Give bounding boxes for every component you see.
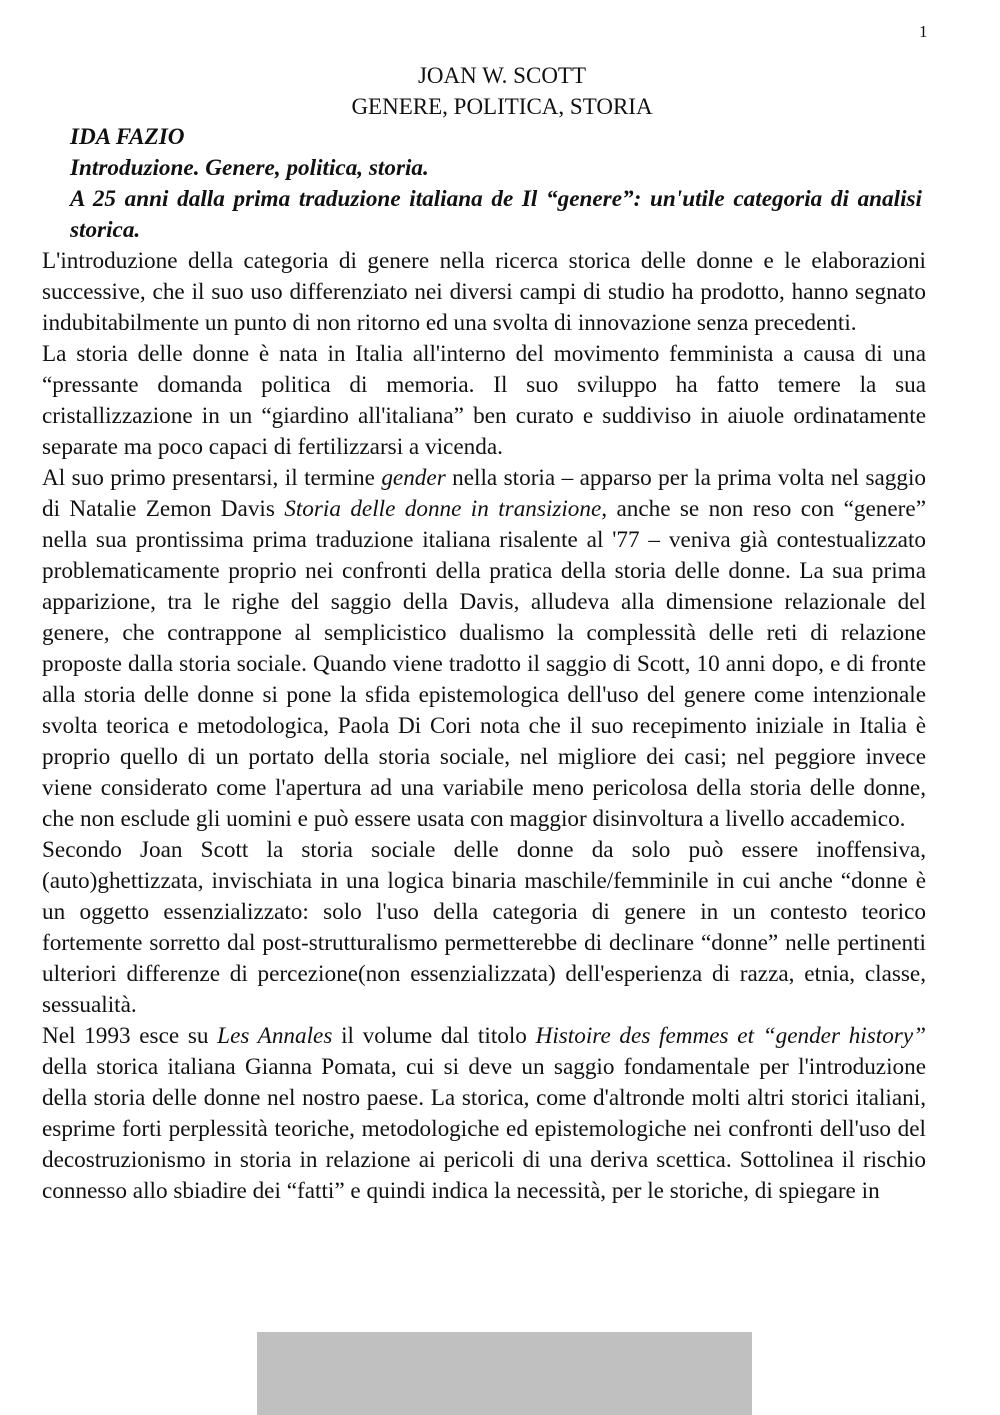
text-span: nella storia – apparso per la prima volta nel saggio di Natalie Zemon Davis	[42, 465, 926, 522]
text-span: il volume dal titolo	[332, 1023, 536, 1049]
paragraph-1: L'introduzione della categoria di genere nella ricerca storica delle donne e le elaborazioni successive, che il suo uso differenziato nei diversi campi di studio ha prodotto, hanno segnato indubitabilmente un punto di non ritorno ed una svolta di innovazione senza precedenti.	[42, 248, 926, 336]
italic-title: Histoire des femmes et “gender history”	[535, 1023, 927, 1049]
gray-overlay-box	[257, 1332, 752, 1415]
paragraph-5	[42, 1021, 926, 1207]
author-heading: JOAN W. SCOTT	[417, 63, 587, 88]
body-text	[42, 246, 926, 1207]
text-span: Al suo primo presentarsi, il termine	[42, 465, 382, 491]
italic-title: Storia delle donne in transizione,	[284, 496, 608, 522]
chapter-subtitle: A 25 anni dalla prima traduzione italiana de Il “genere”: un'utile categoria di analisi storica.	[70, 186, 922, 243]
paragraph-4: Secondo Joan Scott la storia sociale delle donne da solo può essere inoffensiva, (auto)ghettizzata, invischiata in una logica binaria maschile/femminile in cui anche “donne è un oggetto essenzializzato: solo l'uso della categoria di genere in un contesto teorico fortemente sorretto dal post-strutturalismo permetterebbe di declinare “donne” nelle pertinenti ulteriori differenze di percezione(non essenzializzata) dell'esperienza di razza, etnia, classe, sessualità.	[42, 837, 926, 1018]
text-span: della storica italiana Gianna Pomata, cui si deve un saggio fondamentale per l'introduzione della storia delle donne nel nostro paese. La storica, come d'altronde molti altri storici italiani, esprime forti perplessità teoriche, metodologiche ed epistemologiche nei confronti dell'uso del decostruzionismo in storia in relazione ai pericoli di una deriva scettica. Sottolinea il rischio connesso allo sbiadire dei “fatti” e quindi indica la necessità, per le storiche, di spiegare in	[42, 1054, 926, 1204]
chapter-title: Introduzione. Genere, politica, storia.	[70, 155, 429, 181]
text-span: anche se non reso con “genere” nella sua prontissima prima traduzione italiana risalente al '77 – veniva già contestualizzato problematicamente proprio nei confronti della pratica della storia delle donne. La sua prima apparizione, tra le righe del saggio della Davis, alludeva alla dimensione relazionale del genere, che contrappone al semplicistico dualismo la complessità delle reti di relazione proposte dalla storia sociale. Quando viene tradotto il saggio di Scott, 10 anni dopo, e di fronte alla storia delle donne si pone la sfida epistemologica dell'uso del genere come intenzionale svolta teorica e metodologica, Paola Di Cori nota che il suo recepimento iniziale in Italia è proprio quello di un portato della storia sociale, nel migliore dei casi; nel peggiore invece viene considerato come l'apertura ad una variabile meno pericolosa della storia delle donne, che non esclude gli uomini e può essere usata con maggior disinvoltura a livello accademico.	[42, 496, 926, 832]
document-header	[0, 60, 1000, 122]
italic-term: gender	[381, 465, 446, 491]
chapter-author: IDA FAZIO	[70, 124, 185, 150]
chapter-intro	[70, 122, 922, 246]
book-title: GENERE, POLITICA, STORIA	[351, 94, 653, 119]
text-span: Nel 1993 esce su	[42, 1023, 218, 1049]
paragraph-2: La storia delle donne è nata in Italia all'interno del movimento femminista a causa di una “pressante domanda politica di memoria. Il suo sviluppo ha fatto temere la sua cristallizzazione in un “giardino all'italiana” ben curato e suddiviso in aiuole ordinatamente separate ma poco capaci di fertilizzarsi a vicenda.	[42, 341, 926, 460]
paragraph-3	[42, 463, 926, 835]
italic-journal: Les Annales	[217, 1023, 333, 1049]
page-number: 1	[919, 22, 928, 41]
